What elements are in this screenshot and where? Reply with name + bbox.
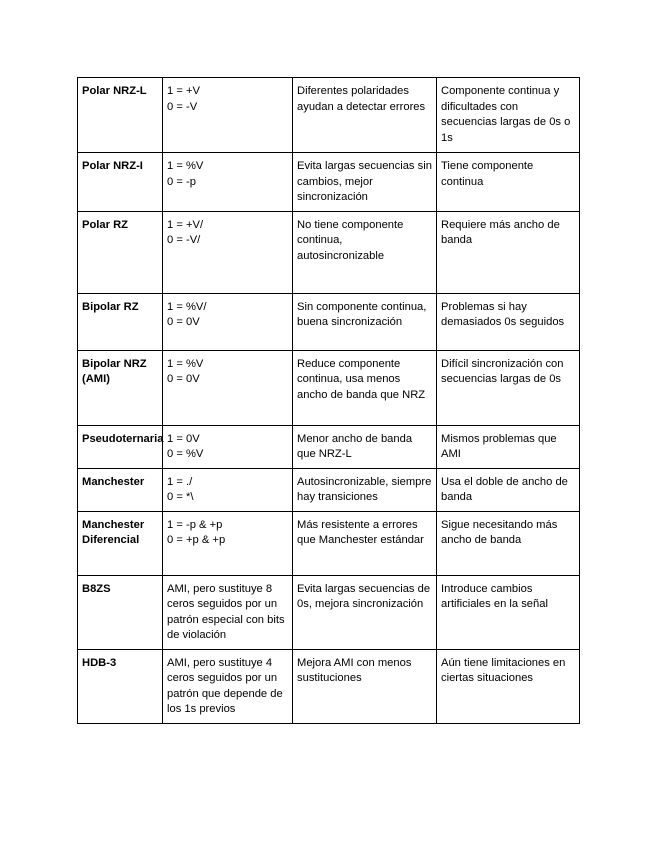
table-row — [78, 350, 580, 425]
encoding-value-line: 1 = 0V — [167, 432, 200, 445]
disadvantage-cell: Sigue necesitando más ancho de banda — [437, 511, 580, 575]
encoding-values-cell — [163, 575, 293, 649]
encoding-name-cell: Polar RZ — [78, 211, 163, 293]
encoding-name-cell: Manchester — [78, 468, 163, 511]
table-row — [78, 78, 580, 153]
disadvantage-cell: Requiere más ancho de banda — [437, 211, 580, 293]
encoding-values-cell — [163, 649, 293, 723]
encoding-value-line: 0 = +p & +p — [167, 534, 226, 546]
encoding-values-cell — [163, 350, 293, 425]
encoding-name-cell: Pseudoternaria — [78, 425, 163, 468]
disadvantage-cell: Aún tiene limitaciones en ciertas situaciones — [437, 649, 580, 723]
encoding-values-cell — [163, 511, 293, 575]
encoding-value-line: 0 = 0V — [167, 373, 200, 385]
encoding-name-cell: Bipolar RZ — [78, 293, 163, 350]
encoding-name-cell: HDB-3 — [78, 649, 163, 723]
encoding-values-cell — [163, 153, 293, 212]
table-body — [78, 78, 580, 724]
disadvantage-cell: Introduce cambios artificiales en la señal — [437, 575, 580, 649]
encoding-value-line: 0 = *\ — [167, 491, 194, 503]
encoding-value-line: AMI, pero sustituye 8 ceros seguidos por un patrón especial con bits de violación — [167, 582, 288, 641]
encoding-values-cell — [163, 425, 293, 468]
table-row — [78, 153, 580, 212]
encoding-value-line: 0 = -p — [167, 175, 196, 188]
encoding-values-cell — [163, 211, 293, 293]
encoding-values-cell — [163, 468, 293, 511]
table-row — [78, 468, 580, 511]
disadvantage-cell: Mismos problemas que AMI — [437, 425, 580, 468]
table-row — [78, 575, 580, 649]
advantage-cell: Autosincronizable, siempre hay transiciones — [293, 468, 437, 511]
table-row — [78, 293, 580, 350]
encoding-comparison-table — [77, 77, 580, 724]
table-row — [78, 211, 580, 293]
encoding-value-line: AMI, pero sustituye 4 ceros seguidos por un patrón que depende de los 1s previos — [167, 656, 286, 715]
disadvantage-cell: Difícil sincronización con secuencias largas de 0s — [437, 350, 580, 425]
advantage-cell: Diferentes polaridades ayudan a detectar errores — [293, 78, 437, 153]
encoding-value-line: 0 = -V — [167, 100, 198, 113]
encoding-value-line: 1 = %V — [167, 160, 204, 172]
encoding-name-cell: B8ZS — [78, 575, 163, 649]
advantage-cell: Evita largas secuencias sin cambios, mejor sincronización — [293, 153, 437, 212]
disadvantage-cell: Problemas si hay demasiados 0s seguidos — [437, 293, 580, 350]
table-row — [78, 511, 580, 575]
encoding-value-line: 1 = %V — [167, 357, 204, 370]
advantage-cell: Más resistente a errores que Manchester estándar — [293, 511, 437, 575]
encoding-value-line: 1 = +V/ — [167, 218, 204, 231]
table-row — [78, 649, 580, 723]
table-row — [78, 425, 580, 468]
advantage-cell: Menor ancho de banda que NRZ-L — [293, 425, 437, 468]
advantage-cell: No tiene componente continua, autosincronizable — [293, 211, 437, 293]
encoding-value-line: 0 = -V/ — [167, 234, 201, 246]
disadvantage-cell: Usa el doble de ancho de banda — [437, 468, 580, 511]
encoding-value-line: 0 = 0V — [167, 316, 200, 328]
encoding-values-cell — [163, 293, 293, 350]
encoding-name-cell: Polar NRZ-I — [78, 153, 163, 212]
encoding-value-line: 1 = +V — [167, 85, 200, 97]
encoding-value-line: 1 = ./ — [167, 475, 193, 488]
encoding-values-cell — [163, 78, 293, 153]
encoding-name-cell: Bipolar NRZ (AMI) — [78, 350, 163, 425]
encoding-name-cell: Polar NRZ-L — [78, 78, 163, 153]
encoding-value-line: 1 = -p & +p — [167, 518, 223, 531]
encoding-value-line: 0 = %V — [167, 448, 204, 460]
encoding-value-line: 1 = %V/ — [167, 300, 207, 313]
advantage-cell: Evita largas secuencias de 0s, mejora sincronización — [293, 575, 437, 649]
disadvantage-cell: Componente continua y dificultades con secuencias largas de 0s o 1s — [437, 78, 580, 153]
disadvantage-cell: Tiene componente continua — [437, 153, 580, 212]
advantage-cell: Mejora AMI con menos sustituciones — [293, 649, 437, 723]
encoding-name-cell: Manchester Diferencial — [78, 511, 163, 575]
advantage-cell: Sin componente continua, buena sincronización — [293, 293, 437, 350]
advantage-cell: Reduce componente continua, usa menos ancho de banda que NRZ — [293, 350, 437, 425]
